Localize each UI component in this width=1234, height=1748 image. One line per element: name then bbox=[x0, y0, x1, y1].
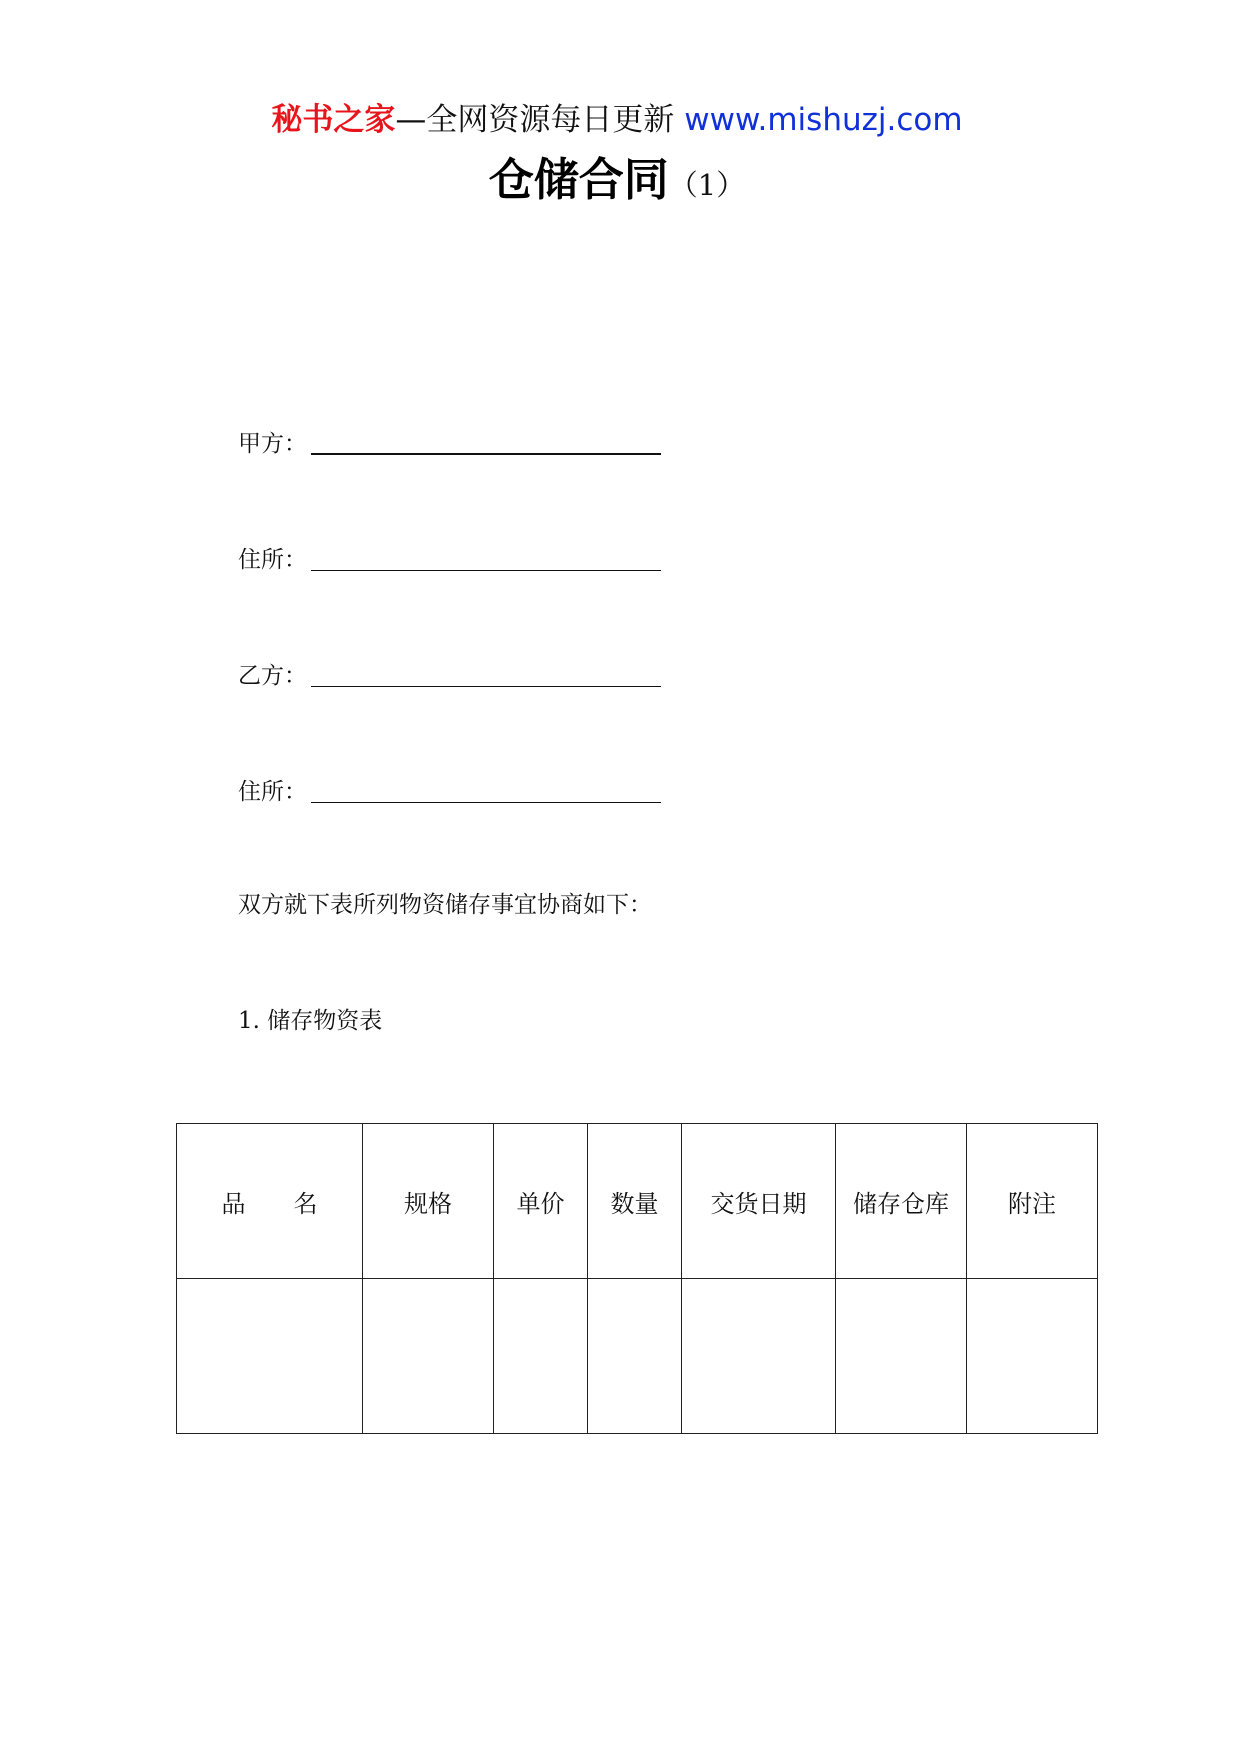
storage-goods-table bbox=[176, 1123, 1098, 1434]
table-row bbox=[177, 1279, 1098, 1434]
table-cell[interactable] bbox=[967, 1279, 1098, 1434]
table-cell[interactable] bbox=[588, 1279, 682, 1434]
header-cell-delivery-date: 交货日期 bbox=[682, 1124, 836, 1279]
party-a-address-field bbox=[238, 535, 661, 575]
party-b-address-field bbox=[238, 767, 661, 807]
section-1-heading: 1. 储存物资表 bbox=[238, 1008, 383, 1034]
site-url-link[interactable]: www.mishuzj.com bbox=[684, 102, 963, 138]
party-a-address-label: 住所： bbox=[238, 547, 307, 573]
party-a-blank[interactable] bbox=[311, 425, 661, 455]
table-cell[interactable] bbox=[836, 1279, 967, 1434]
party-a-address-blank[interactable] bbox=[311, 542, 661, 571]
document-title-suffix: （1） bbox=[668, 168, 746, 202]
party-b-blank[interactable] bbox=[311, 658, 661, 687]
document-title-main: 仓储合同 bbox=[488, 153, 669, 206]
table-cell[interactable] bbox=[177, 1279, 363, 1434]
table-cell[interactable] bbox=[494, 1279, 588, 1434]
site-tagline: —全网资源每日更新 bbox=[395, 102, 675, 138]
header-cell-unit-price: 单价 bbox=[494, 1124, 588, 1279]
header-cell-spec: 规格 bbox=[363, 1124, 494, 1279]
party-a-field bbox=[238, 419, 661, 459]
header-cell-quantity: 数量 bbox=[588, 1124, 682, 1279]
site-name: 秘书之家 bbox=[271, 102, 396, 138]
party-b-address-blank[interactable] bbox=[311, 774, 661, 803]
party-b-field bbox=[238, 651, 661, 691]
party-b-label: 乙方： bbox=[238, 663, 307, 689]
document-title bbox=[0, 150, 1234, 220]
intro-paragraph: 双方就下表所列物资储存事宜协商如下： bbox=[238, 892, 652, 918]
header-cell-remarks: 附注 bbox=[967, 1124, 1098, 1279]
table-cell[interactable] bbox=[682, 1279, 836, 1434]
header-cell-name: 品 名 bbox=[177, 1124, 363, 1279]
table-header-row bbox=[177, 1124, 1098, 1279]
party-b-address-label: 住所： bbox=[238, 779, 307, 805]
table-cell[interactable] bbox=[363, 1279, 494, 1434]
party-a-label: 甲方： bbox=[238, 431, 307, 457]
site-header bbox=[0, 100, 1234, 140]
header-cell-warehouse: 储存仓库 bbox=[836, 1124, 967, 1279]
